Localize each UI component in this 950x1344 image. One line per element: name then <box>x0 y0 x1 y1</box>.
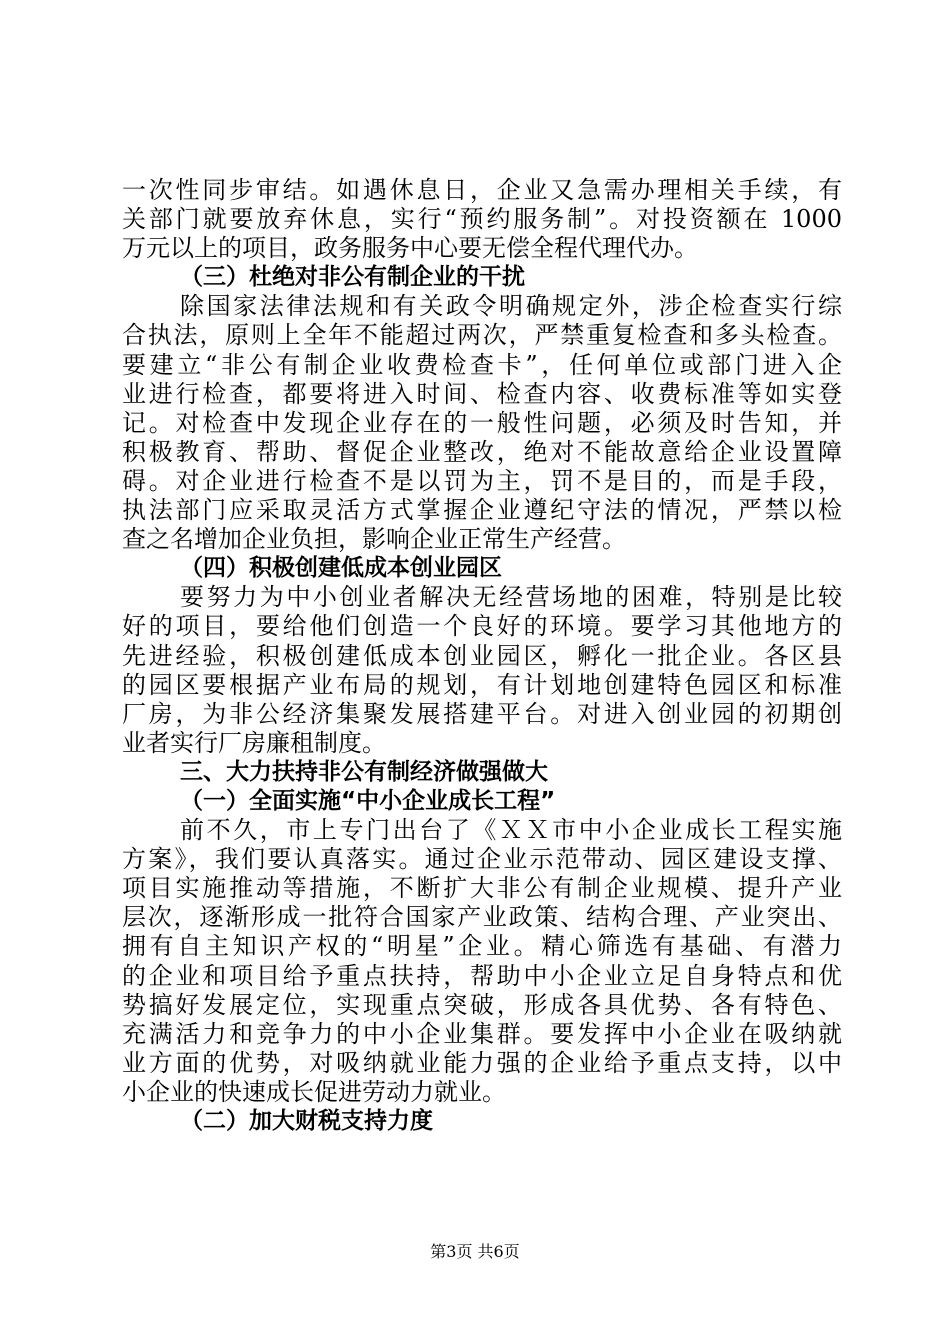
section-heading: （四）积极创建低成本创业园区 <box>180 555 502 582</box>
body-text-line: 积极教育、帮助、督促企业整改，绝对不能故意给企业设置障 <box>122 437 842 466</box>
body-text-line: 厂房，为非公经济集聚发展搭建平台。对进入创业园的初期创 <box>122 699 842 728</box>
section-heading: （二）加大财税支持力度 <box>180 1108 433 1134</box>
section-heading: （三）杜绝对非公有制企业的干扰 <box>180 264 525 291</box>
body-text-line: 关部门就要放弃休息，实行“预约服务制”。对投资额在 1000 <box>122 205 842 234</box>
body-text-line: 的企业和项目给予重点扶持，帮助中小企业立足自身特点和优 <box>122 961 842 990</box>
body-text-line: 层次，逐渐形成一批符合国家产业政策、结构合理、产业突出、 <box>122 903 842 932</box>
body-text-line: 业者实行厂房廉租制度。 <box>122 728 386 757</box>
body-text-line: 业进行检查，都要将进入时间、检查内容、收费标准等如实登 <box>122 379 842 408</box>
body-text-line: 好的项目，要给他们创造一个良好的环境。要学习其他地方的 <box>122 612 842 641</box>
body-text-line: 前不久，市上专门出台了《ＸＸ市中小企业成长工程实施 <box>180 816 842 845</box>
document-body <box>122 176 842 1136</box>
body-text-line: 势搞好发展定位，实现重点突破，形成各具优势、各有特色、 <box>122 990 842 1019</box>
section-heading: （一）全面实施“中小企业成长工程” <box>180 787 556 814</box>
body-text-line: 查之名增加企业负担，影响企业正常生产经营。 <box>122 525 626 554</box>
body-text-line: 要建立“非公有制企业收费检查卡”，任何单位或部门进入企 <box>122 350 842 379</box>
body-text-line: 的园区要根据产业布局的规划，有计划地创建特色园区和标准 <box>122 670 842 699</box>
body-text-line: 业方面的优势，对吸纳就业能力强的企业给予重点支持，以中 <box>122 1048 842 1077</box>
body-text-line: 合执法，原则上全年不能超过两次，严禁重复检查和多头检查。 <box>122 321 842 350</box>
body-text-line: 除国家法律法规和有关政令明确规定外，涉企检查实行综 <box>180 292 842 321</box>
body-text-line: 执法部门应采取灵活方式掌握企业遵纪守法的情况，严禁以检 <box>122 496 842 525</box>
body-text-line: 方案》，我们要认真落实。通过企业示范带动、园区建设支撑、 <box>122 845 842 874</box>
body-text-line: 一次性同步审结。如遇休息日，企业又急需办理相关手续，有 <box>122 176 842 204</box>
body-text-line: 万元以上的项目，政务服务中心要无偿全程代理代办。 <box>122 234 698 263</box>
body-text-line: 记。对检查中发现企业存在的一般性问题，必须及时告知，并 <box>122 408 842 437</box>
body-text-line: 要努力为中小创业者解决无经营场地的困难，特别是比较 <box>180 583 842 612</box>
body-text-line: 项目实施推动等措施，不断扩大非公有制企业规模、提升产业 <box>122 874 842 903</box>
body-text-line: 充满活力和竞争力的中小企业集群。要发挥中小企业在吸纳就 <box>122 1019 842 1048</box>
section-heading: 三、大力扶持非公有制经济做强做大 <box>180 758 548 785</box>
body-text-line: 先进经验，积极创建低成本创业园区，孵化一批企业。各区县 <box>122 641 842 670</box>
page-footer: 第3页 共6页 <box>430 1242 520 1261</box>
body-text-line: 小企业的快速成长促进劳动力就业。 <box>122 1077 506 1106</box>
body-text-line: 碍。对企业进行检查不是以罚为主，罚不是目的，而是手段， <box>122 466 842 495</box>
body-text-line: 拥有自主知识产权的“明星”企业。精心筛选有基础、有潜力 <box>122 932 842 961</box>
